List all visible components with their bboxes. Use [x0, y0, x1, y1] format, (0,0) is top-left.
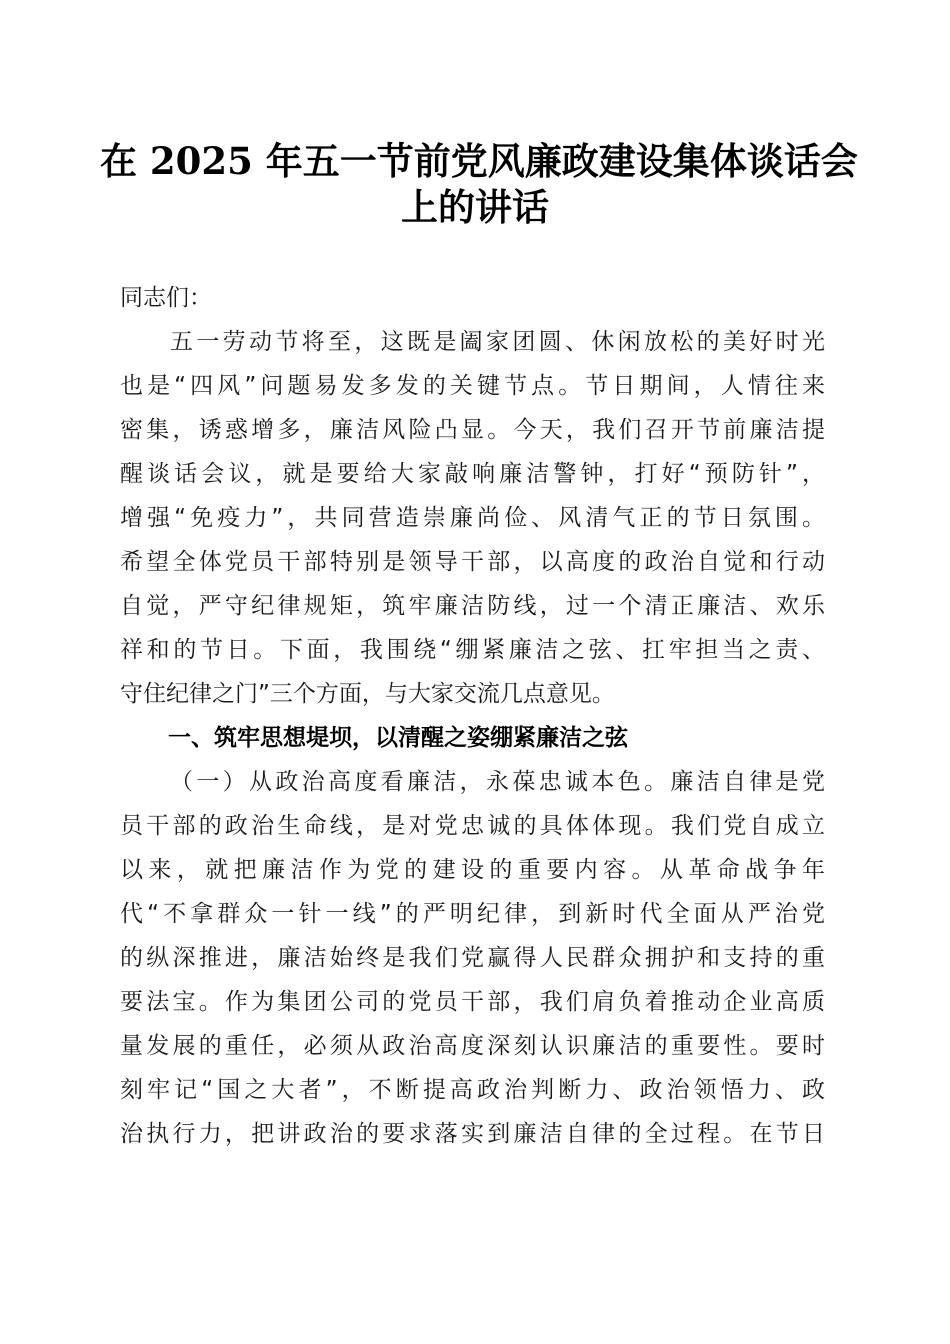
- subsection-1-line: 治执行力，把讲政治的要求落实到廉洁自律的全过程。在节日: [120, 1121, 825, 1147]
- paragraph-1-line: 祥和的节日。下面，我围绕“绷紧廉洁之弦、扛牢担当之责、: [120, 637, 825, 663]
- subsection-1-line: 刻牢记“国之大者”，不断提高政治判断力、政治领悟力、政: [120, 1077, 825, 1103]
- subsection-1-line: 量发展的重任，必须从政治高度深刻认识廉洁的重要性。要时: [120, 1033, 825, 1059]
- subsection-1-line: 要法宝。作为集团公司的党员干部，我们肩负着推动企业高质: [120, 989, 825, 1015]
- paragraph-1-line: 也是“四风”问题易发多发的关键节点。节日期间，人情往来: [120, 373, 825, 399]
- document-title-line-2: 上的讲话: [401, 185, 549, 229]
- salutation: 同志们：: [120, 285, 212, 311]
- paragraph-1-line: 守住纪律之门”三个方面，与大家交流几点意见。: [120, 681, 615, 707]
- subsection-1-line: 员干部的政治生命线，是对党忠诚的具体体现。我们党自成立: [120, 813, 825, 839]
- paragraph-1-line: 醒谈话会议，就是要给大家敲响廉洁警钟，打好“预防针”，: [120, 461, 825, 487]
- paragraph-1-line: 五一劳动节将至，这既是阖家团圆、休闲放松的美好时光: [170, 329, 825, 355]
- paragraph-1-line: 密集，诱惑增多，廉洁风险凸显。今天，我们召开节前廉洁提: [120, 417, 825, 443]
- subsection-1-line: 以来，就把廉洁作为党的建设的重要内容。从革命战争年: [120, 857, 825, 883]
- document-title-line-1: 在 2025 年五一节前党风廉政建设集体谈话会: [100, 139, 858, 183]
- paragraph-1-line: 自觉，严守纪律规矩，筑牢廉洁防线，过一个清正廉洁、欢乐: [120, 593, 825, 619]
- section-1-heading: 一、筑牢思想堤坝，以清醒之姿绷紧廉洁之弦: [168, 725, 628, 751]
- subsection-1-line: 的纵深推进，廉洁始终是我们党赢得人民群众拥护和支持的重: [120, 945, 825, 971]
- paragraph-1-line: 增强“免疫力”，共同营造崇廉尚俭、风清气正的节日氛围。: [120, 505, 825, 531]
- paragraph-1-line: 希望全体党员干部特别是领导干部，以高度的政治自觉和行动: [120, 549, 825, 575]
- subsection-1-line: 代“不拿群众一针一线”的严明纪律，到新时代全面从严治党: [120, 901, 825, 927]
- subsection-1-line: （一）从政治高度看廉洁，永葆忠诚本色。廉洁自律是党: [170, 769, 825, 795]
